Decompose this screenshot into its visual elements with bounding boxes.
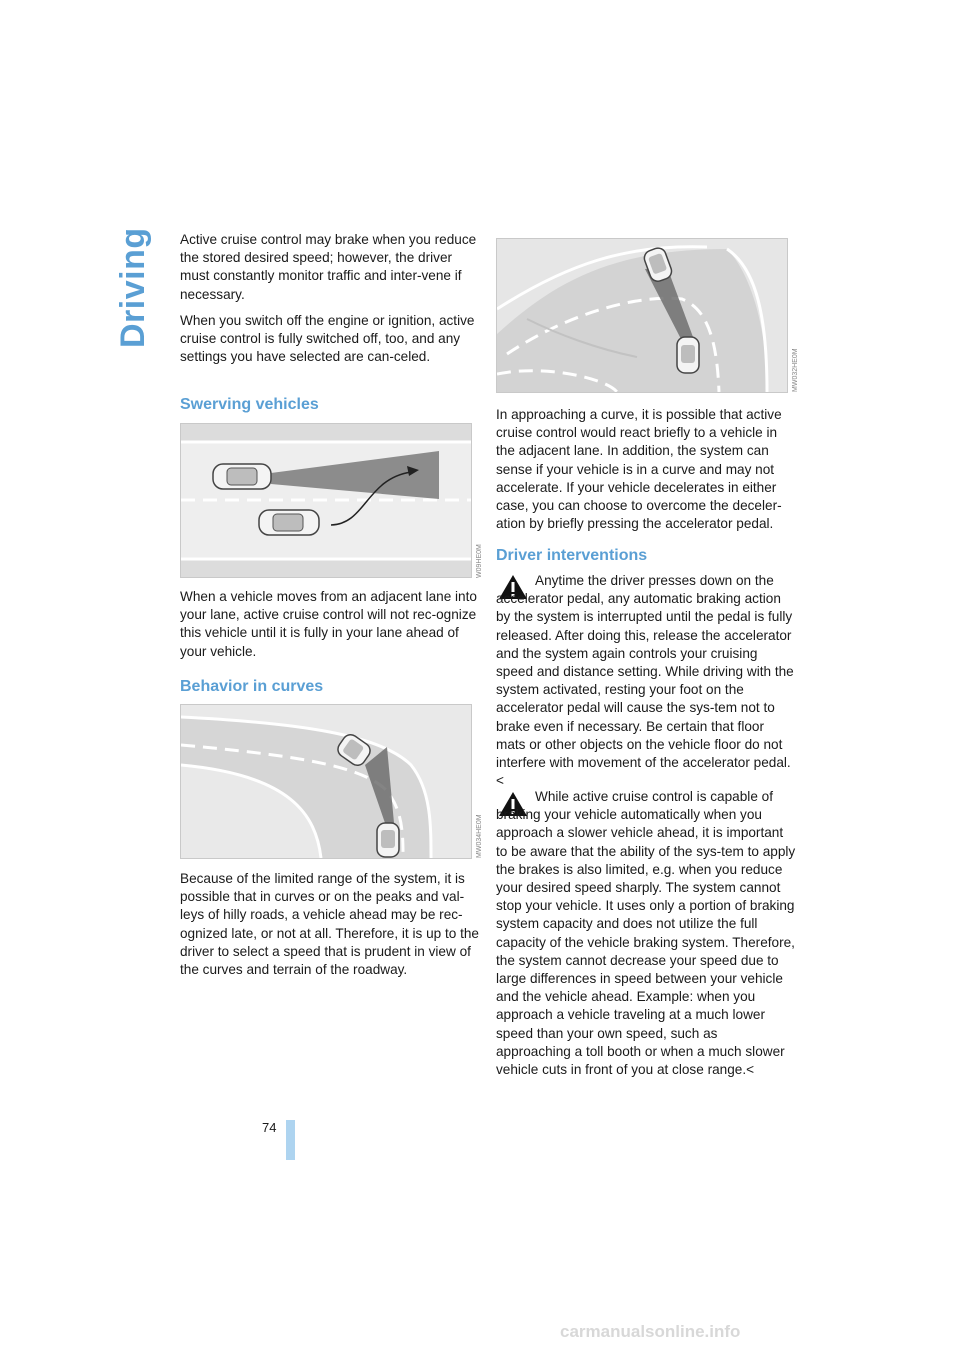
footer-watermark: carmanualsonline.info: [560, 1322, 741, 1341]
warning-text-1: Anytime the driver presses down on the accelerator pedal, any automatic braking action by the system is interrupted until the pedal is fully released. After doing this, release the accelerator and the system again controls your cruising speed and distance setting. While driving with the system activated, resting your foot on the accelerator pedal will cause the sys-tem not to brake even if necessary. Be certain that floor mats or other objects on the vehicle floor do not interfere with movement of the accelerator pedal.<: [496, 573, 794, 789]
intro-text: [180, 231, 480, 374]
page-marker-bar: [286, 1120, 295, 1160]
heading-behavior-in-curves: Behavior in curves: [180, 678, 324, 695]
curve-own-car: [377, 823, 399, 857]
figure-code: W09HE0M: [476, 544, 483, 578]
curves-text: Because of the limited range of the system, it is possible that in curves or on the peaks and val-leys of hilly roads, a vehicle ahead may be rec-ognized late, or not at all. Therefore, it is up to the driver to select a speed that is prudent in view of the curves and terrain of the roadway.: [180, 871, 479, 978]
figure-approaching-curve: [496, 238, 788, 393]
heading-driver-interventions: Driver interventions: [496, 547, 648, 564]
section-title: Driving: [114, 227, 152, 348]
intro-paragraph-1: Active cruise control may brake when you reduce the stored desired speed; however, the driver must constantly monitor traffic and inter-vene if necessary.: [180, 232, 477, 302]
lead-car: [213, 464, 271, 489]
warning-text-2: While active cruise control is capable of braking your vehicle automatically when you approach a slower vehicle ahead, it is important to be aware that the ability of the sys-tem to apply the brakes is also limited, e.g. when you reduce your desired speed sharply. The system cannot stop your vehicle. It uses only a portion of braking system capacity and does not utilize the full capacity of the vehicle braking system. Therefore, the system cannot decrease your speed due to large differences in speed between your vehicle and the vehicle ahead. Example: when you approach a vehicle traveling at a much lower speed than your own speed, such as approaching a toll booth or when a much slower vehicle cuts in front of you at close range.<: [496, 789, 796, 1078]
figure-swerving-vehicles: [180, 423, 472, 578]
approaching-own-car: [677, 337, 699, 373]
swerving-car: [259, 510, 319, 535]
figure-code: MW034HE0M: [476, 814, 483, 858]
heading-swerving-vehicles: Swerving vehicles: [180, 396, 319, 413]
page-number: 74: [262, 1120, 277, 1135]
intro-paragraph-2: When you switch off the engine or ignition, active cruise control is fully switched off, too, and any settings you have selected are can-celed.: [180, 312, 475, 365]
approaching-curve-text: In approaching a curve, it is possible that active cruise control would react briefly to a vehicle in the adjacent lane. In addition, the system can sense if your vehicle is in a curve and may not accelerate. If your vehicle decelerates in either case, you can choose to overcome the deceler-ation by briefly pressing the accelerator pedal.: [496, 407, 782, 532]
figure-code: MW032HE0M: [792, 348, 799, 392]
figure-behavior-in-curves: [180, 704, 472, 859]
swerving-text: When a vehicle moves from an adjacent lane into your lane, active cruise control will not rec-ognize this vehicle until it is fully in your lane ahead of your vehicle.: [180, 589, 477, 659]
